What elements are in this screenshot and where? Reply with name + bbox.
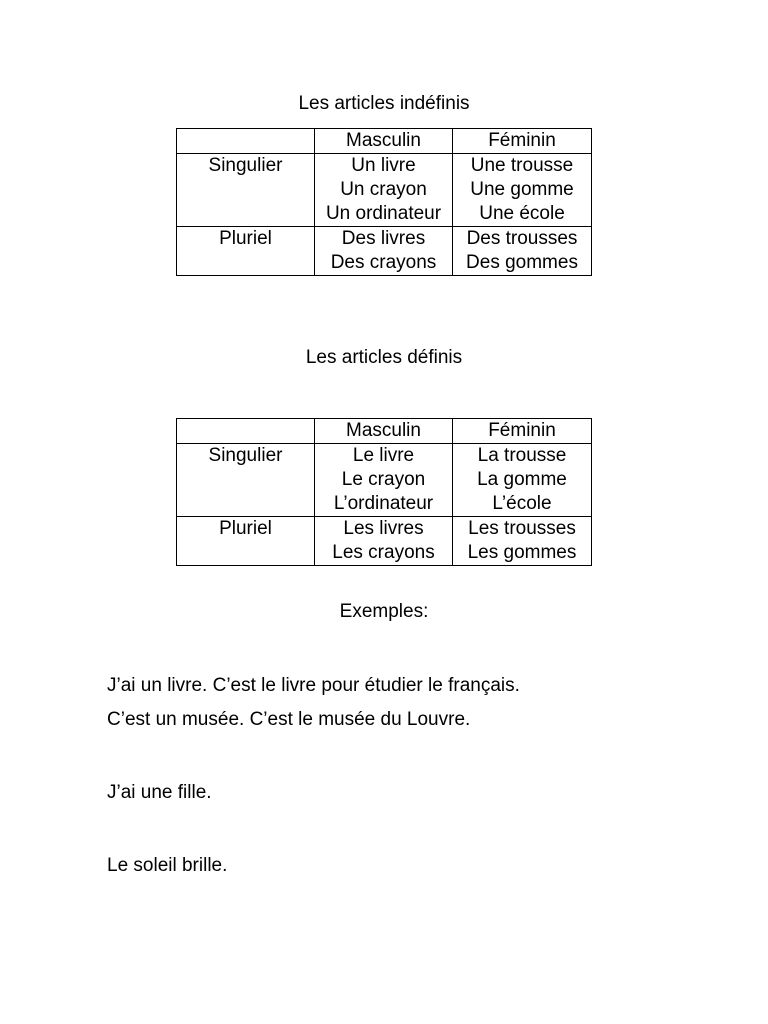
row-label-singulier: Singulier (177, 154, 315, 227)
table-row (177, 444, 592, 517)
example-sentence: J’ai un livre. C’est le livre pour étudier le français. (107, 675, 520, 696)
cell-masculin-pluriel (315, 517, 453, 566)
cell-line: Des livres (341, 228, 426, 249)
row-label-pluriel: Pluriel (177, 517, 315, 566)
example-sentence: Le soleil brille. (107, 855, 228, 876)
indefinite-title: Les articles indéfinis (298, 93, 470, 114)
header-masculin: Masculin (315, 129, 453, 154)
cell-line: Des crayons (330, 252, 437, 273)
cell-line: L’ordinateur (333, 493, 434, 514)
header-empty (177, 129, 315, 154)
cell-line: L’école (492, 493, 552, 514)
header-masculin: Masculin (315, 419, 453, 444)
cell-feminin-pluriel (453, 517, 592, 566)
row-label-pluriel: Pluriel (177, 227, 315, 276)
cell-line: Les livres (343, 518, 424, 539)
header-feminin: Féminin (453, 419, 592, 444)
cell-feminin-pluriel (453, 227, 592, 276)
header-feminin: Féminin (453, 129, 592, 154)
cell-feminin-singulier (453, 444, 592, 517)
cell-line: Une école (479, 203, 565, 224)
example-sentence: C’est un musée. C’est le musée du Louvre. (107, 709, 471, 730)
table-header-row (177, 419, 592, 444)
cell-line: La trousse (477, 445, 567, 466)
table-row (177, 517, 592, 566)
cell-line: Une gomme (470, 179, 574, 200)
cell-feminin-singulier (453, 154, 592, 227)
cell-line: Le livre (352, 445, 415, 466)
cell-line: Un ordinateur (325, 203, 442, 224)
row-label-singulier: Singulier (177, 444, 315, 517)
definite-table (176, 418, 592, 566)
definite-title: Les articles définis (305, 347, 463, 368)
cell-masculin-singulier (315, 154, 453, 227)
indefinite-table (176, 128, 592, 276)
cell-line: Un livre (351, 155, 416, 176)
cell-line: Les crayons (332, 542, 435, 563)
cell-line: La gomme (477, 469, 567, 490)
header-empty (177, 419, 315, 444)
cell-masculin-singulier (315, 444, 453, 517)
table-row (177, 227, 592, 276)
cell-line: Le crayon (341, 469, 426, 490)
cell-masculin-pluriel (315, 227, 453, 276)
examples-heading: Exemples: (339, 601, 429, 622)
cell-line: Un crayon (340, 179, 427, 200)
cell-line: Des trousses (466, 228, 578, 249)
cell-line: Les gommes (467, 542, 577, 563)
example-sentence: J’ai une fille. (107, 782, 212, 803)
cell-line: Des gommes (466, 252, 578, 273)
table-header-row (177, 129, 592, 154)
cell-line: Une trousse (470, 155, 574, 176)
cell-line: Les trousses (468, 518, 576, 539)
table-row (177, 154, 592, 227)
